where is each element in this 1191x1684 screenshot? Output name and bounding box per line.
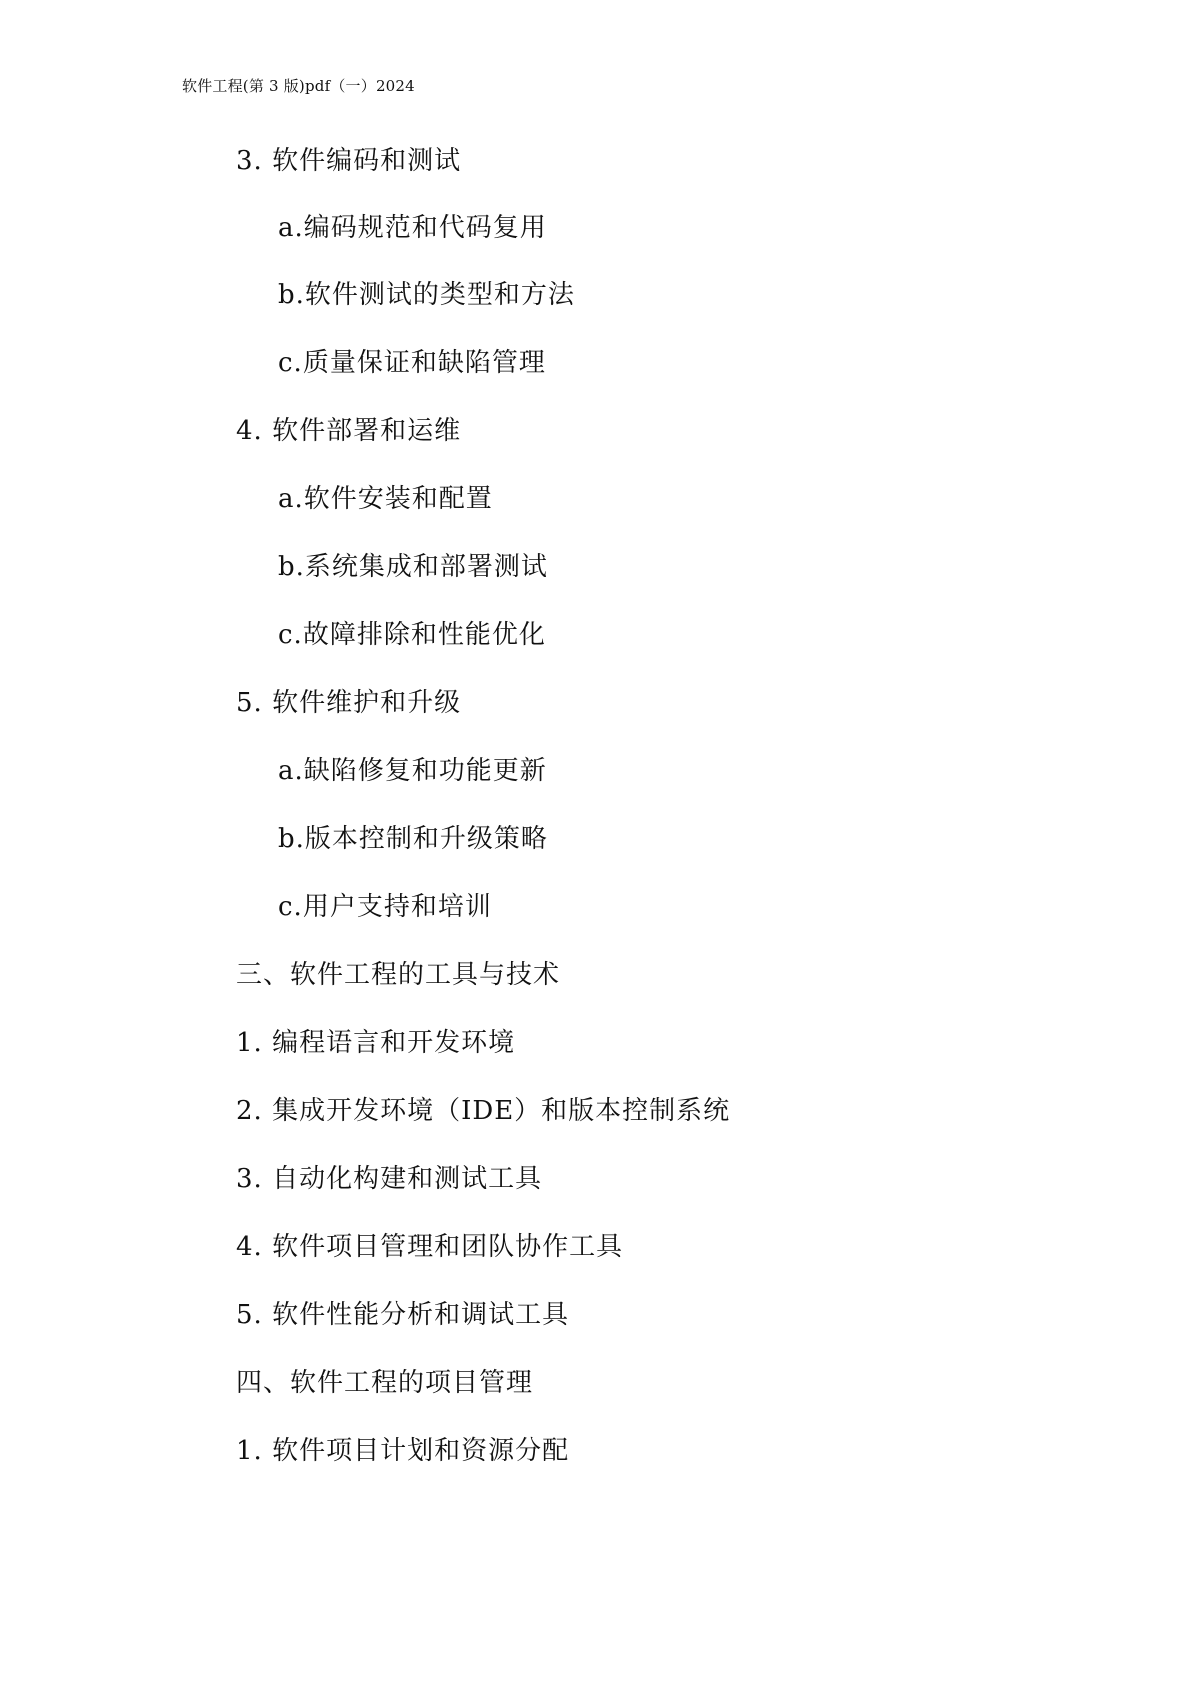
- outline-item: 5. 软件维护和升级: [236, 688, 462, 718]
- section-heading: 三、软件工程的工具与技术: [236, 960, 561, 990]
- running-header: 软件工程(第 3 版)pdf（一）2024: [182, 77, 415, 95]
- section-heading: 四、软件工程的项目管理: [236, 1368, 534, 1398]
- outline-subitem: a.缺陷修复和功能更新: [278, 756, 547, 786]
- outline-item: 1. 软件项目计划和资源分配: [236, 1436, 570, 1466]
- outline-item: 1. 编程语言和开发环境: [236, 1028, 516, 1058]
- outline-subitem: c.故障排除和性能优化: [278, 620, 546, 650]
- outline-subitem: a.软件安装和配置: [278, 484, 493, 514]
- outline-subitem: c.用户支持和培训: [278, 892, 492, 922]
- outline-subitem: a.编码规范和代码复用: [278, 213, 547, 243]
- outline-item: 4. 软件部署和运维: [236, 416, 462, 446]
- outline-item: 2. 集成开发环境（IDE）和版本控制系统: [236, 1096, 731, 1126]
- outline-item: 5. 软件性能分析和调试工具: [236, 1300, 570, 1330]
- outline-item: 3. 自动化构建和测试工具: [236, 1164, 543, 1194]
- outline-subitem: b.软件测试的类型和方法: [278, 280, 575, 310]
- outline-subitem: b.系统集成和部署测试: [278, 552, 548, 582]
- outline-subitem: c.质量保证和缺陷管理: [278, 348, 546, 378]
- outline-subitem: b.版本控制和升级策略: [278, 824, 548, 854]
- outline-item: 4. 软件项目管理和团队协作工具: [236, 1232, 624, 1262]
- outline-item: 3. 软件编码和测试: [236, 146, 462, 176]
